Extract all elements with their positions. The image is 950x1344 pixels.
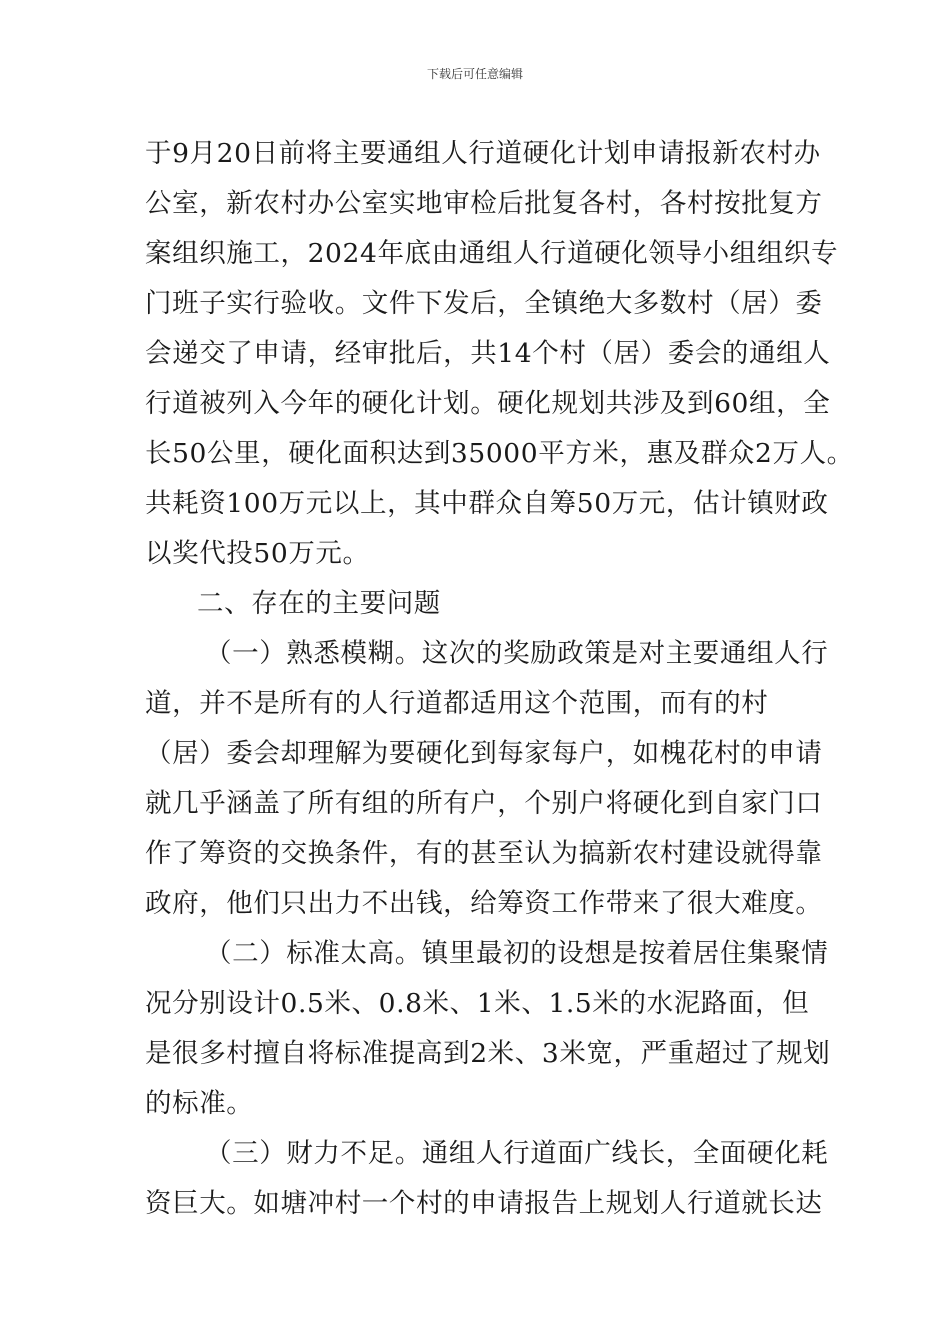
body-line: 政府，他们只出力不出钱，给筹资工作带来了很大难度。: [145, 888, 823, 919]
body-line: 门班子实行验收。文件下发后，全镇绝大多数村（居）委: [145, 288, 823, 319]
subsection-start-line: （三）财力不足。通组人行道面广线长，全面硬化耗: [205, 1138, 829, 1169]
body-line: 共耗资100万元以上，其中群众自筹50万元，估计镇财政: [145, 488, 829, 519]
body-line: 于9月20日前将主要通组人行道硬化计划申请报新农村办: [145, 138, 821, 169]
body-line: （居）委会却理解为要硬化到每家每户，如槐花村的申请: [145, 738, 823, 769]
document-body: [145, 129, 854, 1229]
body-line: 资巨大。如塘冲村一个村的申请报告上规划人行道就长达: [145, 1188, 823, 1219]
body-line: 就几乎涵盖了所有组的所有户，个别户将硬化到自家门口: [145, 788, 823, 819]
body-line: 案组织施工，2024年底由通组人行道硬化领导小组组织专: [145, 238, 839, 269]
body-line: 会递交了申请，经审批后，共14个村（居）委会的通组人: [145, 338, 831, 369]
page-header: 下载后可任意编辑: [426, 67, 523, 81]
body-line: 是很多村擅自将标准提高到2米、3米宽，严重超过了规划: [145, 1038, 831, 1069]
body-line: 况分别设计0.5米、0.8米、1米、1.5米的水泥路面，但: [145, 988, 810, 1019]
body-line: 的标准。: [145, 1088, 254, 1119]
section-heading: 二、存在的主要问题: [197, 588, 441, 619]
body-line: 公室，新农村办公室实地审检后批复各村，各村按批复方: [145, 188, 823, 219]
body-line: 行道被列入今年的硬化计划。硬化规划共涉及到60组，全: [145, 388, 831, 419]
body-line: 作了筹资的交换条件，有的甚至认为搞新农村建设就得靠: [145, 838, 823, 869]
subsection-start-line: （二）标准太高。镇里最初的设想是按着居住集聚情: [205, 938, 829, 969]
body-line: 以奖代投50万元。: [145, 538, 370, 569]
body-line: 长50公里，硬化面积达到35000平方米，惠及群众2万人。: [145, 438, 854, 469]
subsection-start-line: （一）熟悉模糊。这次的奖励政策是对主要通组人行: [205, 638, 829, 669]
body-line: 道，并不是所有的人行道都适用这个范围，而有的村: [145, 688, 769, 719]
